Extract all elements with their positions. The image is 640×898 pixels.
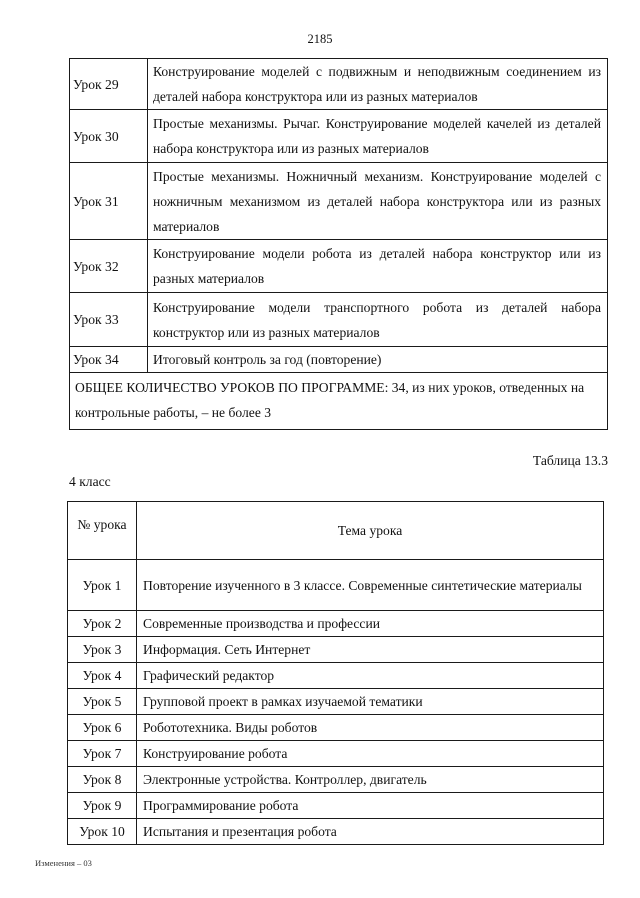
column-header-lesson-topic: Тема урока — [137, 502, 604, 560]
lesson-topic: Графический редактор — [137, 663, 604, 689]
table-row — [70, 240, 608, 293]
lesson-number: Урок 33 — [70, 293, 148, 347]
lesson-topic: Простые механизмы. Ножничный механизм. Конструирование моделей с ножничным механизмом из деталей набора конструктора или из разных материалов — [148, 163, 608, 240]
column-header-lesson-number: № урока — [68, 502, 137, 560]
lesson-number: Урок 10 — [68, 819, 137, 845]
table-caption: Таблица 13.3 — [532, 453, 608, 468]
total-lessons-summary: ОБЩЕЕ КОЛИЧЕСТВО УРОКОВ ПО ПРОГРАММЕ: 34, из них уроков, отведенных на контрольные работы, – не более 3 — [70, 373, 608, 430]
lesson-number: Урок 30 — [70, 110, 148, 163]
lesson-number: Урок 4 — [68, 663, 137, 689]
lesson-topic: Итоговый контроль за год (повторение) — [148, 347, 608, 373]
lesson-number: Урок 6 — [68, 715, 137, 741]
lesson-topic: Информация. Сеть Интернет — [137, 637, 604, 663]
lesson-number: Урок 31 — [70, 163, 148, 240]
lesson-number: Урок 9 — [68, 793, 137, 819]
lesson-topic: Повторение изученного в 3 классе. Современные синтетические материалы — [137, 560, 604, 611]
table-row — [70, 163, 608, 240]
table-row — [68, 767, 604, 793]
grade4-lessons-table — [67, 501, 604, 845]
lesson-topic: Конструирование модели транспортного робота из деталей набора конструктор или из разных материалов — [148, 293, 608, 347]
table-row — [68, 715, 604, 741]
grade-heading: 4 класс — [69, 474, 111, 489]
lesson-number: Урок 3 — [68, 637, 137, 663]
page-number: 2185 — [307, 32, 333, 46]
lesson-topic: Конструирование модели робота из деталей набора конструктор или из разных материалов — [148, 240, 608, 293]
lesson-number: Урок 1 — [68, 560, 137, 611]
lesson-number: Урок 29 — [70, 59, 148, 110]
lesson-number: Урок 5 — [68, 689, 137, 715]
lesson-topic: Испытания и презентация робота — [137, 819, 604, 845]
lesson-topic: Групповой проект в рамках изучаемой тематики — [137, 689, 604, 715]
table-row — [68, 560, 604, 611]
grade3-lessons-table — [69, 58, 608, 430]
lesson-topic: Современные производства и профессии — [137, 611, 604, 637]
table-row — [70, 110, 608, 163]
lesson-topic: Конструирование робота — [137, 741, 604, 767]
lesson-number: Урок 32 — [70, 240, 148, 293]
table-row — [70, 293, 608, 347]
lesson-number: Урок 34 — [70, 347, 148, 373]
table-header-row — [68, 502, 604, 560]
table-row — [68, 793, 604, 819]
table-row — [68, 689, 604, 715]
table-row — [68, 663, 604, 689]
table-row — [68, 611, 604, 637]
lesson-topic: Программирование робота — [137, 793, 604, 819]
lesson-topic: Конструирование моделей с подвижным и неподвижным соединением из деталей набора конструктора или из разных материалов — [148, 59, 608, 110]
lesson-number: Урок 8 — [68, 767, 137, 793]
lesson-topic: Простые механизмы. Рычаг. Конструирование моделей качелей из деталей набора конструктора или из разных материалов — [148, 110, 608, 163]
table-row — [70, 347, 608, 373]
lesson-topic: Электронные устройства. Контроллер, двигатель — [137, 767, 604, 793]
table-row — [68, 637, 604, 663]
lesson-number: Урок 7 — [68, 741, 137, 767]
lesson-topic: Робототехника. Виды роботов — [137, 715, 604, 741]
table-row — [68, 819, 604, 845]
revision-footer: Изменения – 03 — [35, 858, 92, 868]
lesson-number: Урок 2 — [68, 611, 137, 637]
summary-row — [70, 373, 608, 430]
table-row — [68, 741, 604, 767]
table-row — [70, 59, 608, 110]
